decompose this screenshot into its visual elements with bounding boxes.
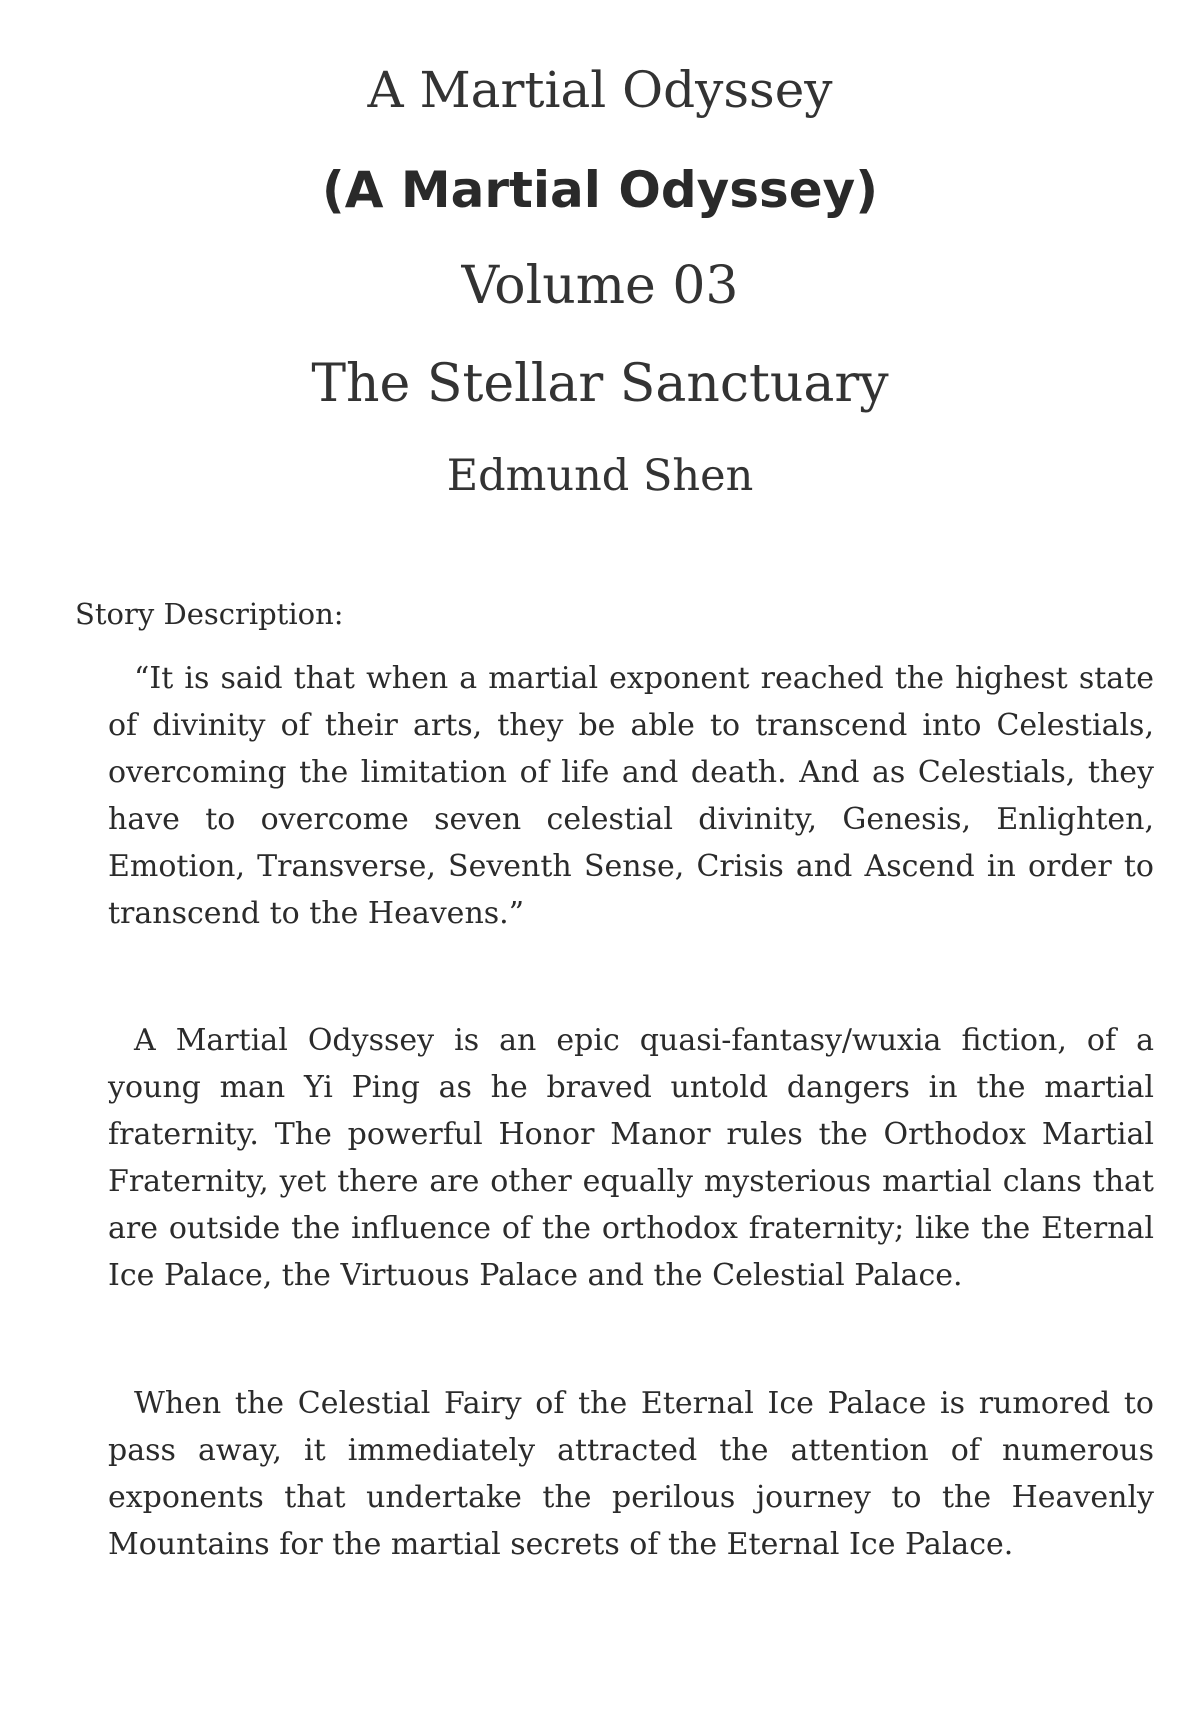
- paragraph-text: A Martial Odyssey is an epic quasi-fantasy/wuxia fiction, of a young man Yi Ping as he braved untold dangers in the martial fraternity. The powerful Honor Manor rules the Orthodox Martial Fraternity, yet there are other equally mysterious martial clans that are outside the influence of the orthodox fraternity; like the Eternal Ice Palace, the Virtuous Palace and the Celestial Palace.: [108, 1023, 1154, 1293]
- description-paragraph-2: [108, 1017, 1154, 1299]
- description-paragraph-1: [108, 655, 1154, 937]
- volume-number: Volume 03: [461, 256, 739, 316]
- paragraph-text: When the Celestial Fairy of the Eternal Ice Palace is rumored to pass away, it immediately attracted the attention of numerous exponents that undertake the perilous journey to the Heavenly Mountains for the martial secrets of the Eternal Ice Palace.: [108, 1386, 1154, 1562]
- story-description-label: Story Description:: [75, 597, 344, 631]
- book-subtitle: (A Martial Odyssey): [321, 161, 879, 219]
- description-paragraph-3: [108, 1380, 1154, 1568]
- volume-title: The Stellar Sanctuary: [311, 354, 889, 414]
- author-name: Edmund Shen: [446, 451, 754, 501]
- paragraph-text: “It is said that when a martial exponent reached the highest state of divinity of their arts, they be able to transcend into Celestials, overcoming the limitation of life and death. And as Celestials, they have to overcome seven celestial divinity, Genesis, Enlighten, Emotion, Transverse, Seventh Sense, Crisis and Ascend in order to transcend to the Heavens.”: [108, 661, 1154, 931]
- book-title: A Martial Odyssey: [367, 61, 833, 119]
